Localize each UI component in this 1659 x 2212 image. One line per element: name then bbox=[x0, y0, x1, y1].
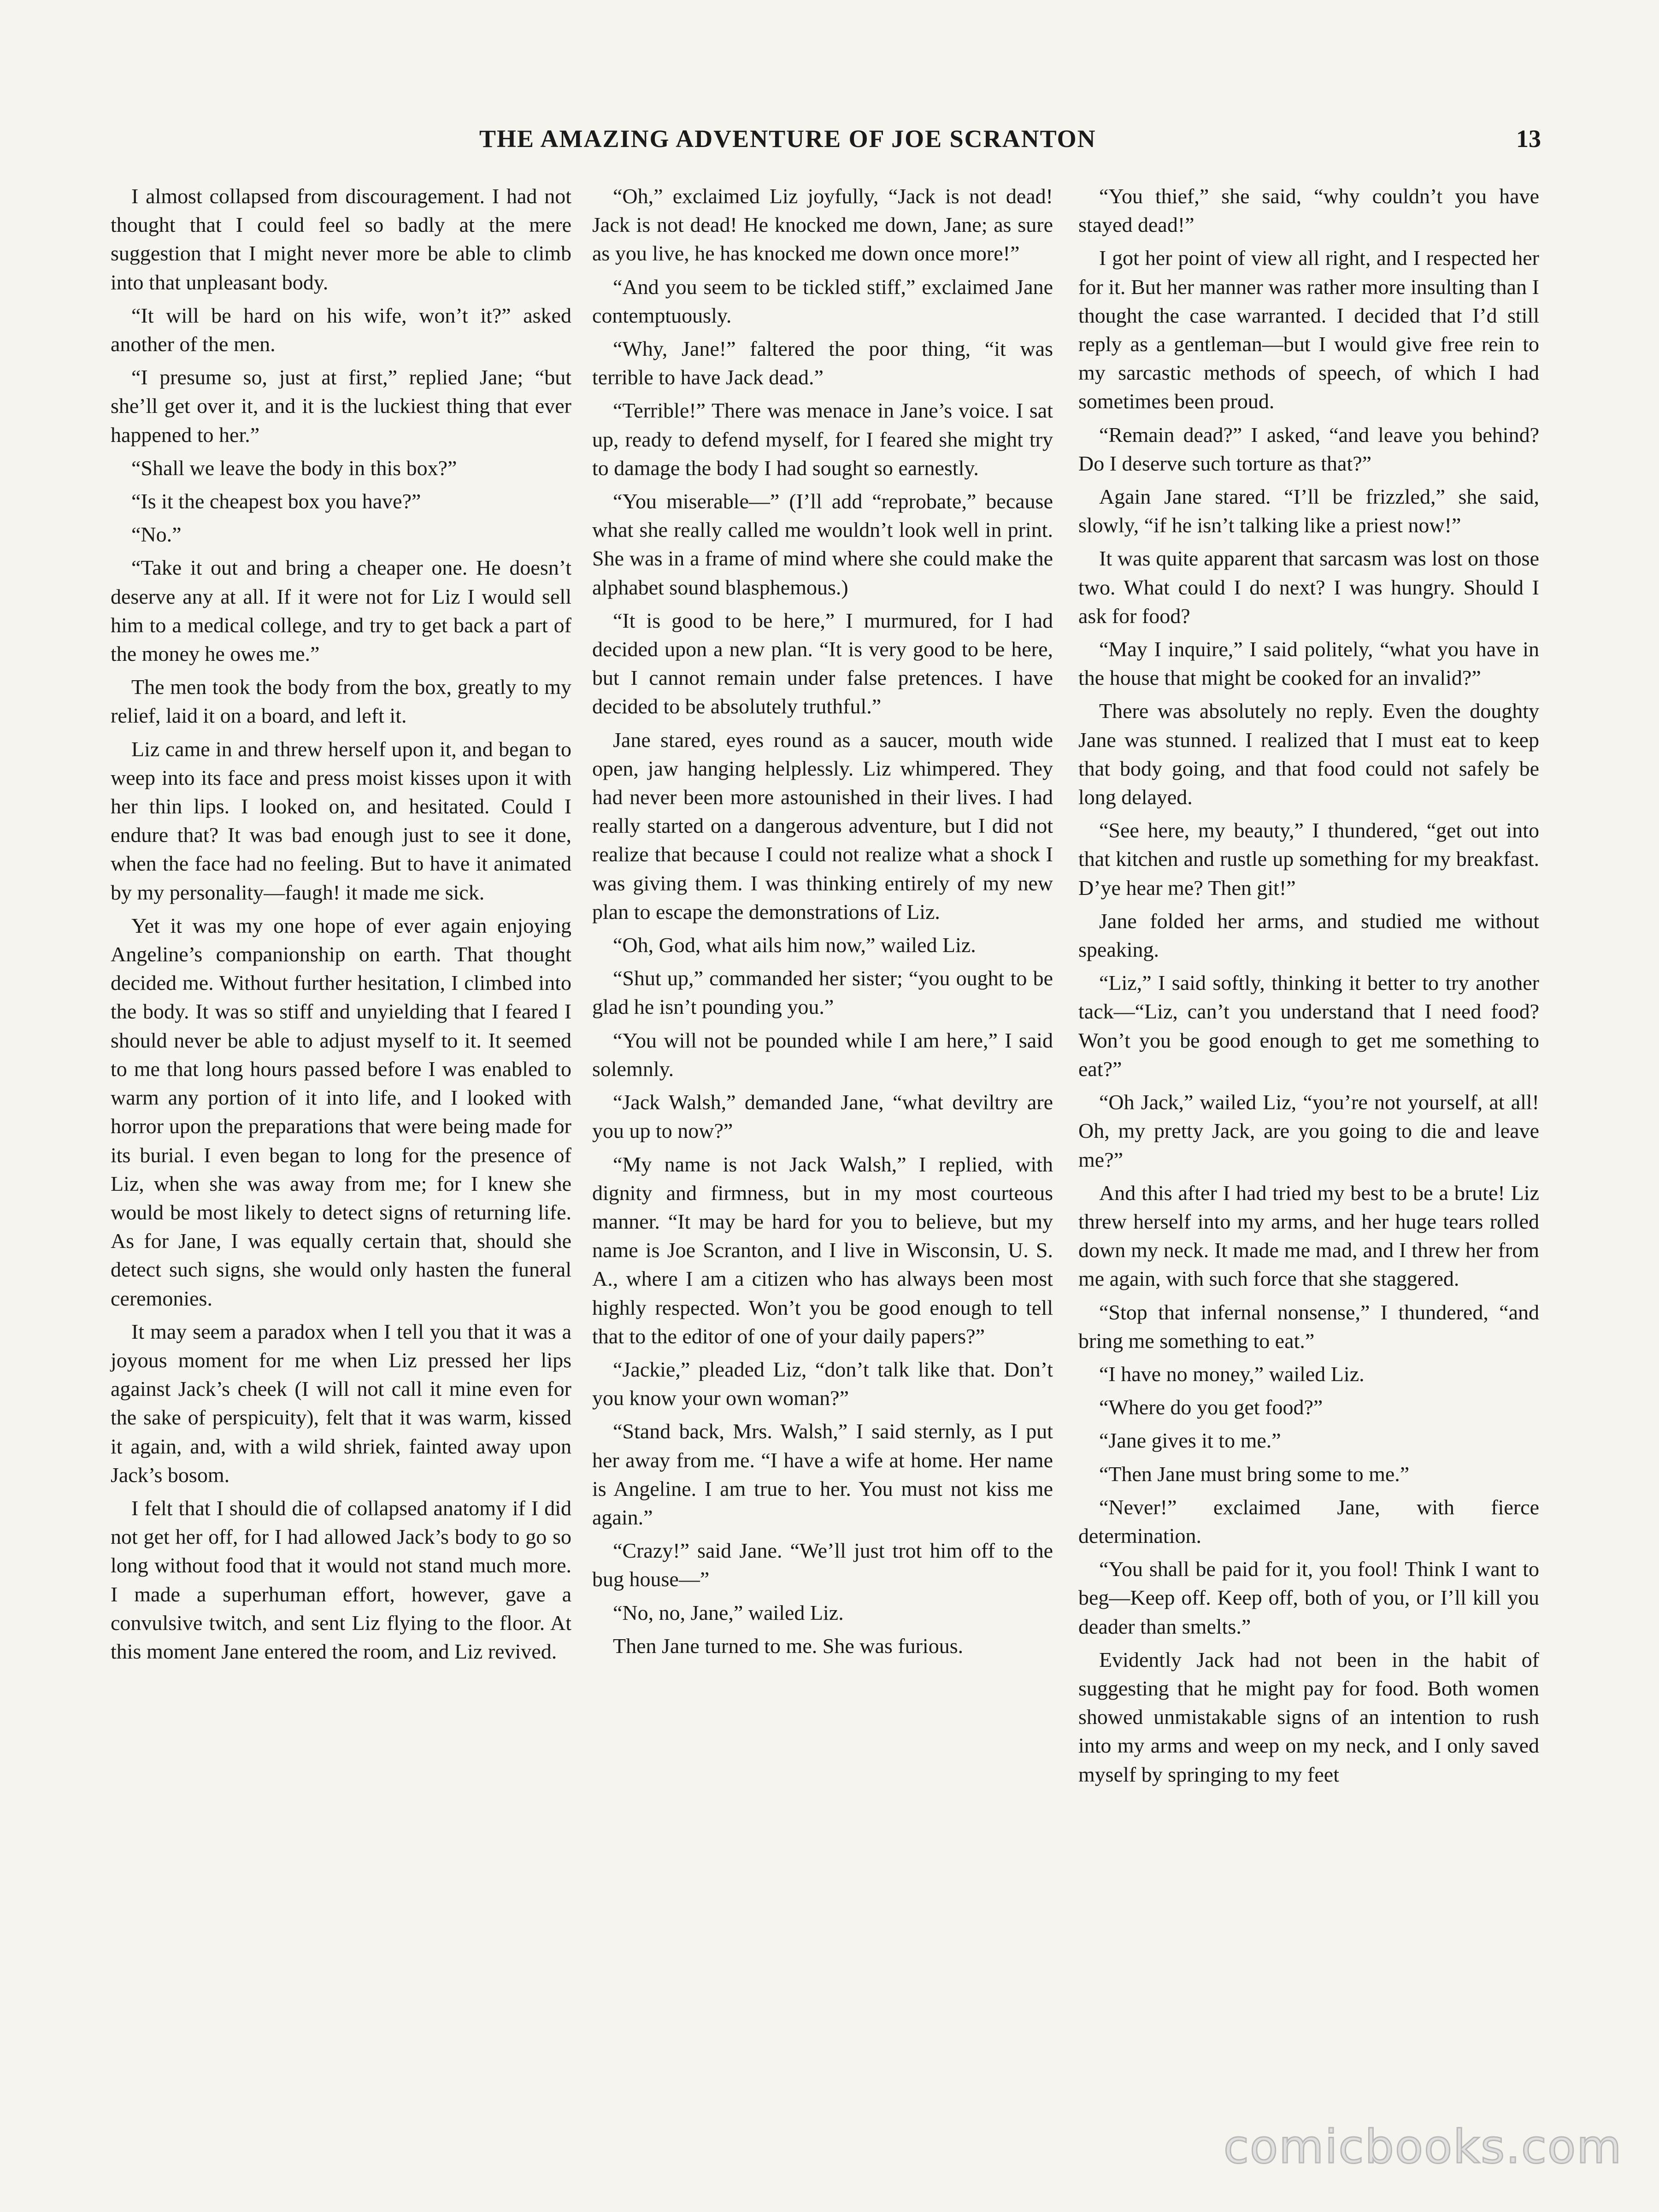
paragraph: “It will be hard on his wife, won’t it?” asked another of the men. bbox=[111, 303, 571, 356]
paragraph: “Liz,” I said softly, thinking it better to try another tack—“Liz, can’t you understand that I need food? Won’t you be good enough to get me something to eat?” bbox=[1078, 971, 1539, 1081]
paragraph: Jane stared, eyes round as a saucer, mouth wide open, jaw hanging helplessly. Liz whimpered. They had never been more astounished in their lives. I had really started on a dangerous adventure, but I did not realize that because I could not realize what a shock I was giving them. I was thinking entirely of my new plan to escape the demonstrations of Liz. bbox=[592, 728, 1053, 924]
paragraph: “No, no, Jane,” wailed Liz. bbox=[613, 1600, 844, 1624]
paragraph: “You shall be paid for it, you fool! Think I want to beg—Keep off. Keep off, both of you, or I’ll kill you deader than smelts.” bbox=[1078, 1557, 1539, 1638]
paragraph: “Oh, God, what ails him now,” wailed Liz. bbox=[613, 933, 976, 957]
page-number: 13 bbox=[1516, 125, 1541, 153]
page-header bbox=[0, 124, 1659, 161]
running-title: THE AMAZING ADVENTURE OF JOE SCRANTON bbox=[479, 125, 1096, 153]
paragraph: I almost collapsed from discouragement. I had not thought that I could feel so badly at the mere suggestion that I might never more be able to climb into that unpleasant body. bbox=[111, 184, 571, 294]
paragraph: I got her point of view all right, and I respected her for it. But her manner was rather more insulting than I thought the case warranted. I decided that I’d still reply as a gentleman—but I would give free rein to my sarcastic methods of speech, of which I had sometimes been proud. bbox=[1078, 246, 1539, 413]
paragraph: “You thief,” she said, “why couldn’t you have stayed dead!” bbox=[1078, 184, 1539, 237]
paragraph: There was absolutely no reply. Even the doughty Jane was stunned. I realized that I must eat to keep that body going, and that food could not safely be long delayed. bbox=[1078, 699, 1539, 809]
paragraph: “May I inquire,” I said politely, “what you have in the house that might be cooked for an invalid?” bbox=[1078, 637, 1539, 690]
paragraph: “Why, Jane!” faltered the poor thing, “it was terrible to have Jack dead.” bbox=[592, 337, 1053, 389]
paragraph: “Jane gives it to me.” bbox=[1099, 1429, 1281, 1453]
paragraph: “Jackie,” pleaded Liz, “don’t talk like that. Don’t you know your own woman?” bbox=[592, 1357, 1053, 1410]
paragraph: “My name is not Jack Walsh,” I replied, with dignity and firmness, but in my most courteous manner. “It may be hard for you to believe, but my name is Joe Scranton, and I live in Wisconsin, U. S. A., where I am a citizen who has always been most highly respected. Won’t you be good enough to tell that to the editor of one of your daily papers?” bbox=[592, 1152, 1053, 1348]
paragraph: “Stand back, Mrs. Walsh,” I said sternly, as I put her away from me. “I have a wife at home. Her name is Angeline. I am true to her. You must not kiss me again.” bbox=[592, 1419, 1053, 1529]
paragraph: “Stop that infernal nonsense,” I thundered, “and bring me something to eat.” bbox=[1078, 1300, 1539, 1353]
paragraph: “It is good to be here,” I murmured, for I had decided upon a new plan. “It is very good to be here, but I cannot remain under false pretences. I have decided to be absolutely truthful.” bbox=[592, 608, 1053, 718]
paragraph: “Take it out and bring a cheaper one. He doesn’t deserve any at all. If it were not for Liz I would sell him to a medical college, and try to get back a part of the money he owes me.” bbox=[111, 556, 571, 666]
paragraph: “Jack Walsh,” demanded Jane, “what deviltry are you up to now?” bbox=[592, 1090, 1053, 1143]
paragraph: It was quite apparent that sarcasm was lost on those two. What could I do next? I was hungry. Should I ask for food? bbox=[1078, 547, 1539, 628]
paragraph: “Then Jane must bring some to me.” bbox=[1099, 1462, 1410, 1486]
paragraph: “No.” bbox=[131, 523, 182, 547]
paragraph: “You miserable—” (I’ll add “reprobate,” because what she really called me wouldn’t look well in print. She was in a frame of mind where she could make the alphabet sound blasphemous.) bbox=[592, 489, 1053, 599]
paragraph: “I have no money,” wailed Liz. bbox=[1099, 1362, 1365, 1386]
paragraph: “And you seem to be tickled stiff,” exclaimed Jane contemptuously. bbox=[592, 275, 1053, 327]
paragraph: “Where do you get food?” bbox=[1099, 1395, 1323, 1419]
paragraph: The men took the body from the box, greatly to my relief, laid it on a board, and left it. bbox=[111, 675, 571, 728]
paragraph: It may seem a paradox when I tell you that it was a joyous moment for me when Liz pressed her lips against Jack’s cheek (I will not call it mine even for the sake of perspicuity), felt that it was warm, kissed it again, and, with a wild shriek, fainted away upon Jack’s bosom. bbox=[111, 1319, 571, 1487]
paragraph: “Remain dead?” I asked, “and leave you behind? Do I deserve such torture as that?” bbox=[1078, 423, 1539, 475]
text-column-2 bbox=[592, 182, 1053, 1660]
paragraph: And this after I had tried my best to be a brute! Liz threw herself into my arms, and her huge tears rolled down my neck. It made me mad, and I threw her from me again, with such force that she staggered. bbox=[1078, 1181, 1539, 1291]
paragraph: Again Jane stared. “I’ll be frizzled,” she said, slowly, “if he isn’t talking like a priest now!” bbox=[1078, 485, 1539, 537]
paragraph: “Crazy!” said Jane. “We’ll just trot him off to the bug house—” bbox=[592, 1539, 1053, 1591]
paragraph: “Never!” exclaimed Jane, with fierce determination. bbox=[1078, 1495, 1539, 1547]
text-column-1 bbox=[111, 182, 571, 1666]
paragraph: “I presume so, just at first,” replied Jane; “but she’ll get over it, and it is the luckiest thing that ever happened to her.” bbox=[111, 365, 571, 447]
paragraph: I felt that I should die of collapsed anatomy if I did not get her off, for I had allowed Jack’s body to go so long without food that it would not stand much more. I made a superhuman effort, however, gave a convulsive twitch, and sent Liz flying to the floor. At this moment Jane entered the room, and Liz revived. bbox=[111, 1496, 571, 1663]
paragraph: Jane folded her arms, and studied me without speaking. bbox=[1078, 909, 1539, 962]
paragraph: Liz came in and threw herself upon it, and began to weep into its face and press moist kisses upon it with her thin lips. I looked on, and hesitated. Could I endure that? It was bad enough just to see it done, when the face had no feeling. But to have it animated by my personality—faugh! it made me sick. bbox=[111, 737, 571, 904]
paragraph: “See here, my beauty,” I thundered, “get out into that kitchen and rustle up something for my breakfast. D’ye hear me? Then git!” bbox=[1078, 818, 1539, 900]
paragraph: “Is it the cheapest box you have?” bbox=[131, 489, 421, 513]
paragraph: Yet it was my one hope of ever again enjoying Angeline’s companionship on earth. That thought decided me. Without further hesitation, I climbed into the body. It was so stiff and unyielding that I feared I should never be able to adjust myself to it. It seemed to me that long hours passed before I was enabled to warm any portion of it into life, and I looked with horror upon the preparations that were being made for its burial. I even began to long for the presence of Liz, when she was away from me; for I knew she would be most likely to detect signs of returning life. As for Jane, I was equally certain that, should she detect such signs, she would only hasten the funeral ceremonies. bbox=[111, 913, 571, 1310]
paragraph: “Oh Jack,” wailed Liz, “you’re not yourself, at all! Oh, my pretty Jack, are you going to die and leave me?” bbox=[1078, 1090, 1539, 1171]
paragraph: Then Jane turned to me. She was furious. bbox=[613, 1634, 964, 1658]
paragraph: “You will not be pounded while I am here,” I said solemnly. bbox=[592, 1028, 1053, 1081]
paragraph: “Oh,” exclaimed Liz joyfully, “Jack is not dead! Jack is not dead! He knocked me down, Jane; as sure as you live, he has knocked me down once more!” bbox=[592, 184, 1053, 265]
paragraph: “Shut up,” commanded her sister; “you ought to be glad he isn’t pounding you.” bbox=[592, 966, 1053, 1019]
paragraph: “Terrible!” There was menace in Jane’s voice. I sat up, ready to defend myself, for I feared she might try to damage the body I had sought so earnestly. bbox=[592, 399, 1053, 480]
text-column-3 bbox=[1078, 182, 1539, 1789]
paragraph: “Shall we leave the body in this box?” bbox=[131, 456, 457, 480]
site-watermark: comicbooks.com bbox=[1224, 2120, 1623, 2174]
paragraph: Evidently Jack had not been in the habit of suggesting that he might pay for food. Both women showed unmistakable signs of an intention to rush into my arms and weep on my neck, and I only saved myself by springing to my feet bbox=[1078, 1647, 1539, 1786]
